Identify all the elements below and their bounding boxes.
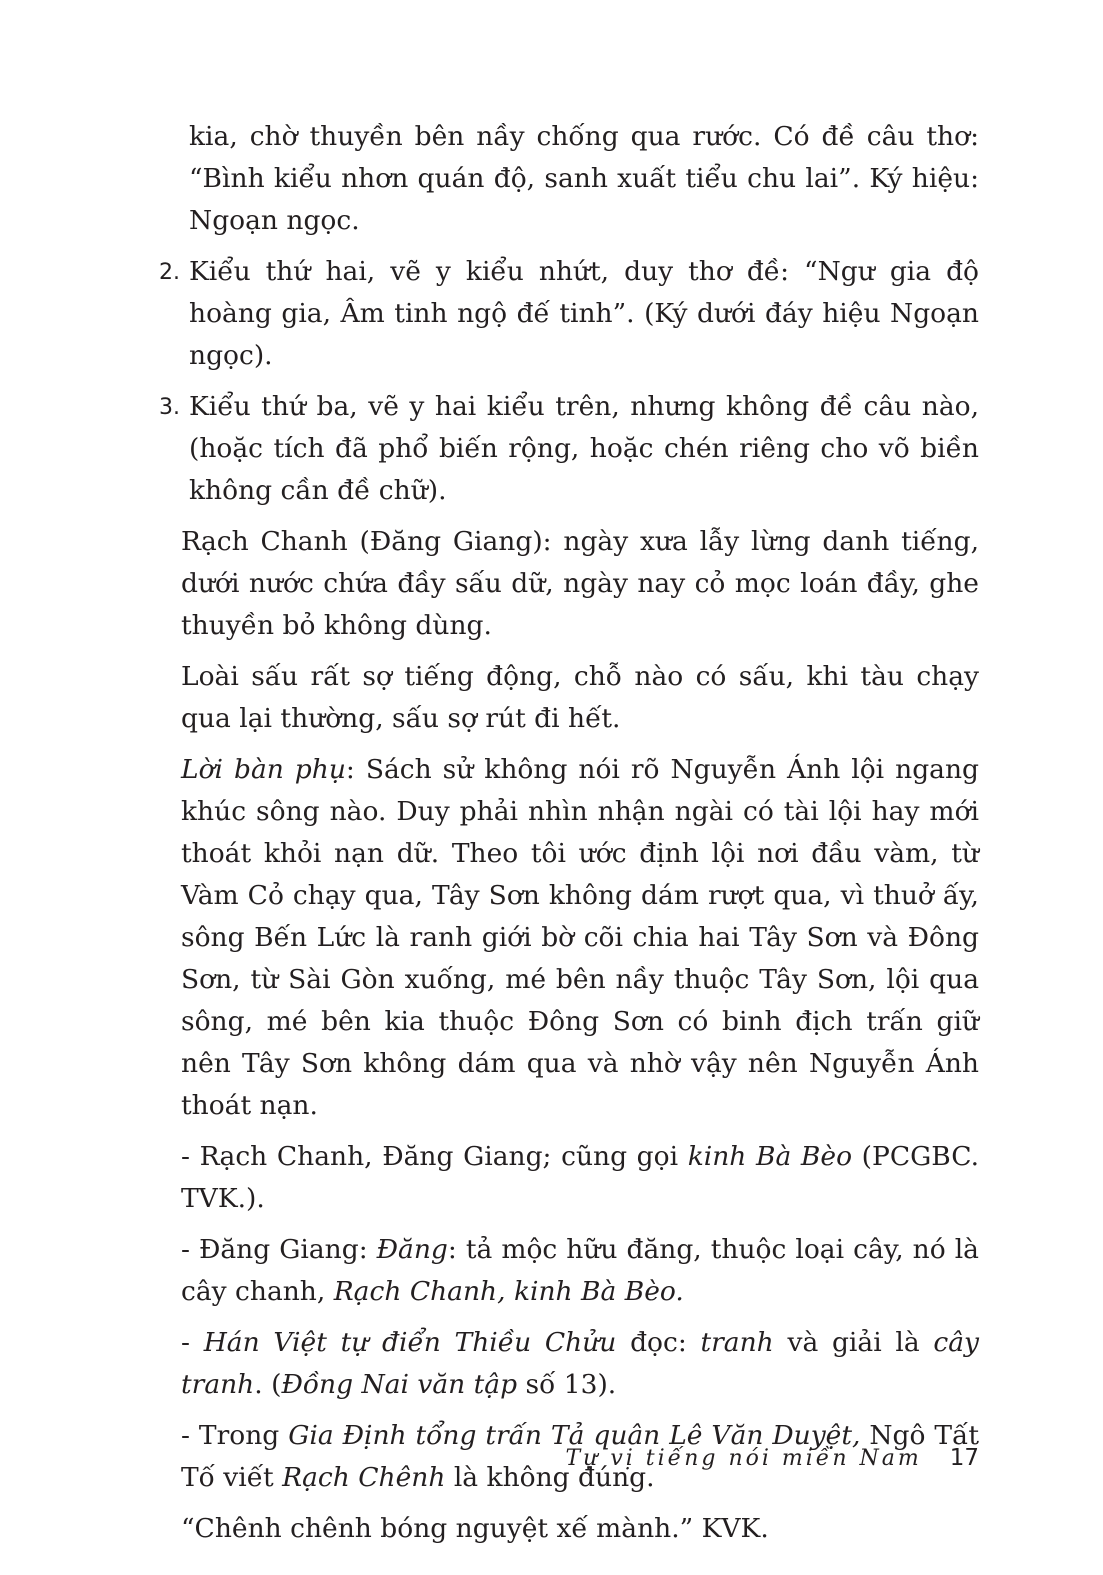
page-number: 17	[949, 1445, 979, 1471]
note-text: - Rạch Chanh, Đăng Giang; cũng gọi	[181, 1141, 688, 1172]
page-footer	[566, 1445, 980, 1471]
list-number: 3.	[159, 395, 180, 420]
note-italic: Hán Việt tự điển Thiều Chửu	[203, 1327, 617, 1358]
note-text: là không đúng.	[445, 1462, 655, 1493]
list-item-text: Kiểu thứ hai, vẽ y kiểu nhứt, duy thơ đề: “Ngư gia độ hoàng gia, Âm tinh ngộ đế tinh”. (Ký dưới đáy hiệu Ngoạn ngọc).	[189, 256, 979, 371]
note-italic: kinh Bà Bèo	[687, 1141, 853, 1172]
note-text: - Đăng Giang:	[181, 1234, 377, 1265]
note-italic: Rạch Chênh	[282, 1462, 446, 1493]
list-item-2	[159, 251, 979, 377]
note-italic: Gia Định tổng trấn Tả quân Lê Văn Duyệt,	[288, 1420, 861, 1451]
note-italic: cây tranh	[181, 1327, 980, 1400]
note-text: và giải là	[773, 1327, 934, 1358]
list-item-3	[159, 386, 979, 512]
list-number: 2.	[159, 260, 180, 285]
note-text: . (	[254, 1369, 282, 1400]
note-han-viet	[181, 1322, 979, 1406]
running-title: Tự vị tiếng nói miền Nam	[565, 1446, 922, 1471]
note-italic: Đồng Nai văn tập	[281, 1369, 518, 1400]
note-text: -	[181, 1327, 204, 1358]
note-dang-giang	[181, 1229, 979, 1313]
loi-ban-phu-label: Lời bàn phụ	[181, 754, 346, 785]
paragraph-crocodiles: Loài sấu rất sợ tiếng động, chỗ nào có sấu, khi tàu chạy qua lại thường, sấu sợ rút đi hết.	[181, 661, 979, 734]
quote-line: “Chênh chênh bóng nguyệt xế mành.” KVK.	[181, 1513, 769, 1544]
note-text: đọc:	[616, 1327, 701, 1358]
loi-ban-phu-text: : Sách sử không nói rõ Nguyễn Ánh lội ngang khúc sông nào. Duy phải nhìn nhận ngài có tài lội hay mới thoát khỏi nạn dữ. Theo tôi ước định lội nơi đầu vàm, từ Vàm Cỏ chạy qua, Tây Sơn không dám rượt qua, vì thuở ấy, sông Bến Lức là ranh giới bờ cõi chia hai Tây Sơn và Đông Sơn, từ Sài Gòn xuống, mé bên nầy thuộc Tây Sơn, lội qua sông, mé bên kia thuộc Đông Sơn có binh địch trấn giữ nên Tây Sơn không dám qua và nhờ vậy nên Nguyễn Ánh thoát nạn.	[181, 754, 979, 1121]
paragraph-loi-ban-phu	[181, 749, 979, 1127]
note-text: (PCGBC. TVK.).	[181, 1141, 979, 1214]
note-italic: tranh	[700, 1327, 774, 1358]
note-rach-chanh	[181, 1136, 979, 1220]
note-text: : tả mộc hữu đăng, thuộc loại cây, nó là cây chanh,	[181, 1234, 979, 1307]
body-text	[159, 116, 980, 1559]
note-text: Ngô Tất Tố viết	[181, 1420, 979, 1493]
note-text: - Trong	[181, 1420, 289, 1451]
note-text: số 13).	[517, 1369, 617, 1400]
list-item-text: Kiểu thứ ba, vẽ y hai kiểu trên, nhưng không đề câu nào, (hoặc tích đã phổ biến rộng, hoặc chén riêng cho võ biền không cần đề chữ).	[189, 391, 979, 506]
paragraph-rach-chanh: Rạch Chanh (Đăng Giang): ngày xưa lẫy lừng danh tiếng, dưới nước chứa đầy sấu dữ, ngày nay cỏ mọc loán đầy, ghe thuyền bỏ không dùng.	[181, 526, 979, 641]
note-italic: Rạch Chanh, kinh Bà Bèo.	[333, 1276, 684, 1307]
continued-paragraph: kia, chờ thuyền bên nầy chống qua rước. Có đề câu thơ: “Bình kiểu nhơn quán độ, sanh xuất tiểu chu lai”. Ký hiệu: Ngoạn ngọc.	[189, 121, 979, 236]
note-italic: Đăng	[376, 1234, 448, 1265]
